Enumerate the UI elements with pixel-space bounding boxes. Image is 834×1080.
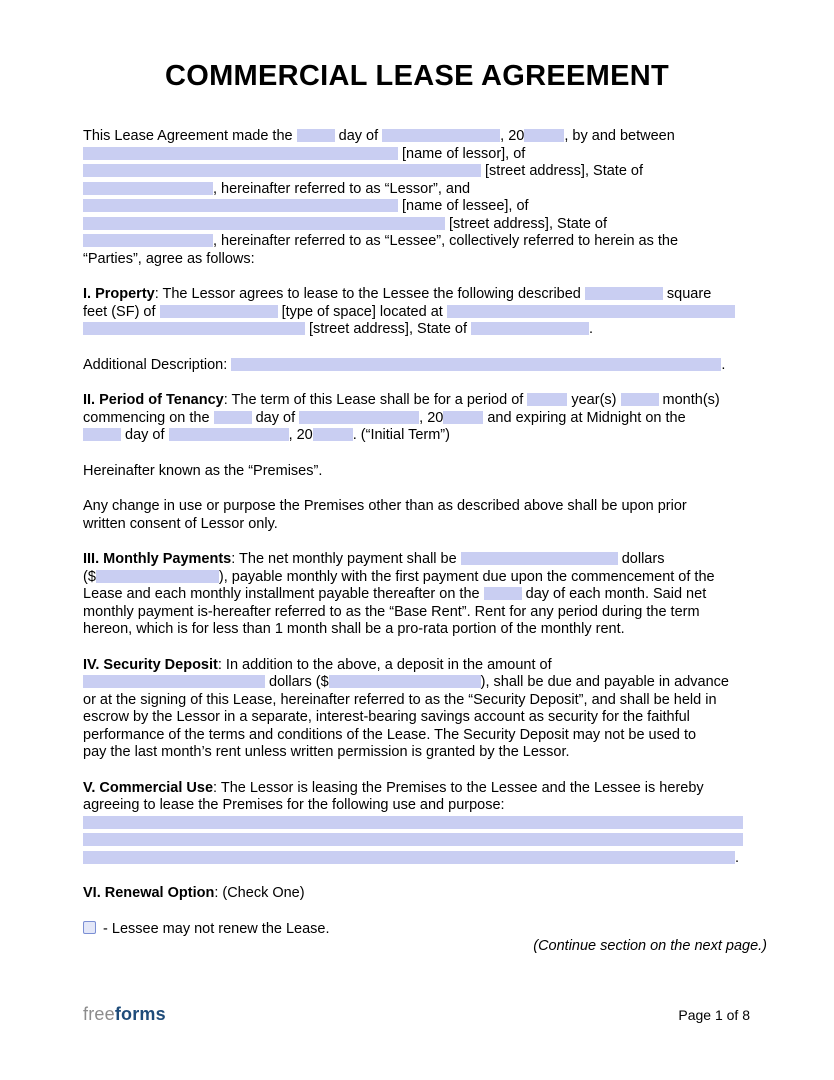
property-state-field[interactable] (471, 322, 589, 335)
line (83, 321, 767, 339)
line (83, 815, 767, 833)
lessee-state-field[interactable] (83, 234, 213, 247)
text-run: . (721, 356, 726, 373)
text-run: day of (251, 409, 300, 426)
term-months-field[interactable] (621, 393, 659, 406)
text-run: , 20 (288, 427, 313, 443)
text-run: commencing on the (83, 409, 214, 426)
text-run: ), payable monthly with the first payment due upon the commencement of the (218, 568, 715, 585)
section-heading: III. Monthly Payments (83, 551, 232, 567)
section-heading: V. Commercial Use (83, 779, 214, 796)
text-run: and expiring at Midnight on the (483, 409, 686, 426)
property-address-field-2[interactable] (83, 322, 305, 335)
lessee-street-field[interactable] (83, 217, 445, 230)
text-run: : The Lessor is leasing the Premises to the Lessee and the Lessee is hereby (213, 779, 704, 796)
section-heading: II. Period of Tenancy (83, 392, 224, 408)
commence-year-field[interactable] (443, 411, 483, 424)
text-run: : (Check One) (214, 885, 305, 901)
footer (83, 1004, 750, 1025)
line (83, 780, 767, 798)
text-run: This Lease Agreement made the (83, 128, 297, 144)
line (83, 657, 767, 675)
text-run: [type of space] located at (277, 303, 447, 320)
text-run: ($ (83, 568, 96, 585)
renewal-no-option (83, 921, 767, 939)
line (83, 392, 767, 410)
expire-year-field[interactable] (313, 428, 353, 441)
line (83, 163, 767, 181)
intro-paragraph (83, 128, 767, 268)
text-run: square (662, 286, 712, 302)
rent-amount-numeric-field[interactable] (96, 570, 219, 583)
text-run: , 20 (419, 409, 444, 426)
text-run: Lease and each monthly installment payable thereafter on the (83, 586, 484, 602)
lessor-state-field[interactable] (83, 182, 213, 195)
year-field[interactable] (524, 129, 564, 142)
expire-day-field[interactable] (83, 428, 121, 441)
text-run: [street address], State of (445, 215, 607, 232)
line (83, 304, 767, 322)
line (83, 233, 767, 251)
line (83, 146, 767, 164)
text-run: . (735, 849, 740, 866)
text-run: or at the signing of this Lease, hereinafter referred to as the “Security Deposit”, and shall be held in (83, 691, 717, 708)
section-iv-security-deposit (83, 657, 767, 762)
square-feet-field[interactable] (585, 287, 663, 300)
line (83, 569, 767, 587)
use-purpose-line-2-field[interactable] (83, 833, 743, 846)
section-v-commercial-use (83, 780, 767, 868)
line (83, 516, 767, 534)
line (83, 938, 767, 956)
commence-day-field[interactable] (214, 411, 252, 424)
text-run: hereon, which is for less than 1 month shall be a pro-rata portion of the monthly rent. (83, 621, 625, 637)
line (83, 181, 767, 199)
text-run: : The net monthly payment shall be (231, 551, 461, 567)
line (83, 604, 767, 622)
deposit-amount-words-field[interactable] (83, 675, 265, 688)
line (83, 357, 767, 375)
line (83, 832, 767, 850)
text-run: : In addition to the above, a deposit in the amount of (217, 656, 552, 673)
text-run: monthly payment is-hereafter referred to as the “Base Rent”. Rent for any period during the term (83, 603, 700, 620)
text-run: dollars (617, 551, 665, 567)
term-years-field[interactable] (527, 393, 567, 406)
lessee-name-field[interactable] (83, 199, 398, 212)
continue-note (83, 938, 767, 956)
line (83, 727, 767, 745)
use-purpose-line-1-field[interactable] (83, 816, 743, 829)
page-number: Page 1 of 8 (678, 1007, 750, 1023)
premises-note (83, 463, 767, 481)
brand-free: free (83, 1004, 115, 1024)
additional-description-field[interactable] (231, 358, 721, 371)
section-iii-monthly-payments (83, 551, 767, 639)
text-run: . (“Initial Term”) (352, 427, 450, 443)
text-run: agreeing to lease the Premises for the following use and purpose: (83, 797, 505, 813)
line (83, 885, 767, 903)
line (83, 128, 767, 146)
line (83, 692, 767, 710)
text-run: escrow by the Lessor in a separate, interest-bearing savings account as security for the faithful (83, 709, 690, 725)
line (83, 586, 767, 604)
line (83, 709, 767, 727)
text-run: Additional Description: (83, 356, 232, 373)
deposit-amount-numeric-field[interactable] (329, 675, 481, 688)
line (83, 744, 767, 762)
line (83, 797, 767, 815)
lessor-name-field[interactable] (83, 147, 398, 160)
line (83, 551, 767, 569)
text-run: feet (SF) of (83, 303, 160, 320)
text-run: [street address], State of (481, 163, 643, 179)
document-title: COMMERCIAL LEASE AGREEMENT (164, 60, 670, 92)
line (83, 286, 767, 304)
line (83, 463, 767, 481)
text-run: , 20 (500, 128, 525, 144)
text-run: day of (121, 427, 169, 443)
text-run: day of each month. Said net (521, 586, 707, 602)
expire-month-field[interactable] (169, 428, 289, 441)
line (83, 216, 767, 234)
line (83, 410, 767, 428)
space-type-field[interactable] (160, 305, 278, 318)
text-run: - Lessee may not renew the Lease. (99, 920, 330, 937)
text-run: , by and between (564, 128, 675, 144)
text-run: written consent of Lessor only. (83, 515, 278, 532)
line (83, 498, 767, 516)
additional-description (83, 357, 767, 375)
text-run: : The Lessor agrees to lease to the Lessee the following described (154, 286, 585, 302)
month-field[interactable] (382, 129, 500, 142)
line (83, 850, 767, 868)
text-run: pay the last month’s rent unless written permission is granted by the Lessor. (83, 744, 570, 760)
lessor-street-field[interactable] (83, 164, 481, 177)
commence-month-field[interactable] (299, 411, 419, 424)
text-run: ), shall be due and payable in advance (480, 674, 729, 690)
text-run: [name of lessor], of (398, 145, 526, 162)
section-i-property (83, 286, 767, 339)
rent-due-day-field[interactable] (484, 587, 522, 600)
line (83, 198, 767, 216)
section-vi-renewal-option (83, 885, 767, 903)
section-heading: VI. Renewal Option (83, 885, 215, 901)
text-run: . (589, 321, 594, 337)
text-run: dollars ($ (265, 674, 329, 690)
brand-forms: forms (114, 1004, 166, 1024)
property-address-field-1[interactable] (447, 305, 735, 318)
text-run: Hereinafter known as the “Premises”. (83, 462, 323, 479)
text-run: : The term of this Lease shall be for a period of (223, 392, 528, 408)
section-heading: I. Property (83, 286, 155, 302)
line (83, 427, 767, 445)
line (83, 251, 767, 269)
text-run: [name of lessee], of (398, 198, 529, 214)
document-body (83, 128, 767, 974)
text-run: year(s) (567, 392, 621, 408)
use-purpose-line-3-field[interactable] (83, 851, 735, 864)
text-run: [street address], State of (305, 321, 472, 337)
change-of-use-note (83, 498, 767, 533)
text-run: (Continue section on the next page.) (533, 938, 767, 954)
text-run: day of (334, 128, 383, 144)
text-run: Any change in use or purpose the Premises other than as described above shall be upon prior (83, 498, 687, 514)
text-run: month(s) (658, 392, 720, 408)
line (83, 621, 767, 639)
text-run: performance of the terms and conditions of the Lease. The Security Deposit may not be used to (83, 726, 697, 743)
freeforms-logo (83, 1004, 166, 1025)
text-run: “Parties”, agree as follows: (83, 250, 255, 267)
line (83, 674, 767, 692)
rent-amount-words-field[interactable] (461, 552, 618, 565)
section-ii-period-of-tenancy (83, 392, 767, 445)
text-run: , hereinafter referred to as “Lessor”, and (213, 180, 471, 197)
section-heading: IV. Security Deposit (83, 656, 218, 673)
line (83, 921, 767, 939)
text-run: , hereinafter referred to as “Lessee”, collectively referred to herein as the (213, 233, 679, 249)
day-field[interactable] (297, 129, 335, 142)
renewal-no-checkbox[interactable] (83, 921, 96, 934)
